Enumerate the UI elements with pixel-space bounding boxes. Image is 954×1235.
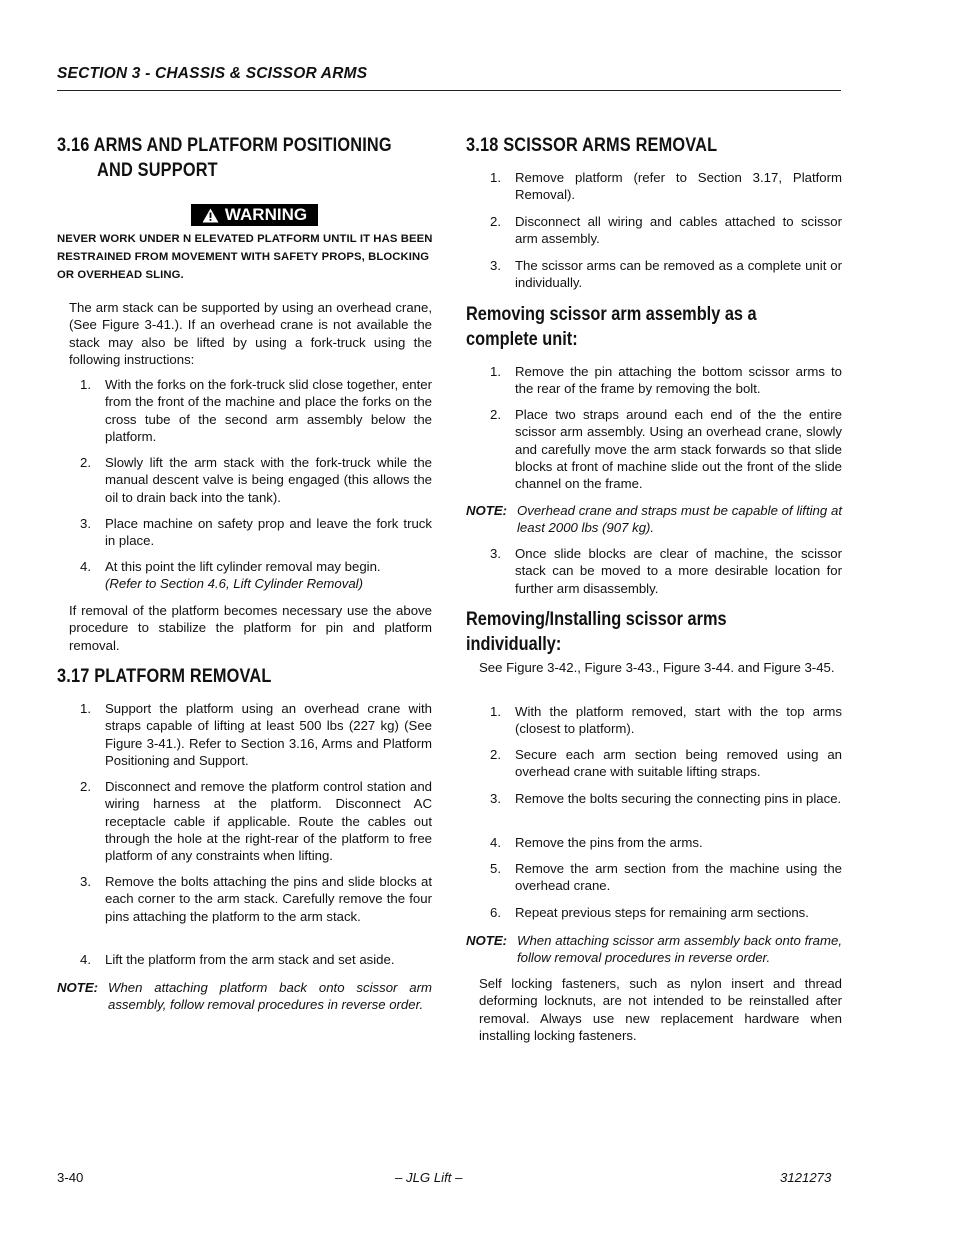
step-text: Remove the pin attaching the bottom scissor arms to the rear of the frame by removing the bolt. bbox=[515, 364, 842, 397]
step-number: 4. bbox=[80, 559, 91, 574]
heading-3-16-line1: 3.16 ARMS AND PLATFORM POSITIONING bbox=[57, 135, 392, 156]
complete-step-1 bbox=[490, 363, 842, 398]
s317-step-4 bbox=[80, 951, 432, 969]
note-label: NOTE: bbox=[57, 980, 99, 995]
step-number: 1. bbox=[490, 704, 501, 719]
s316-step-2 bbox=[80, 454, 432, 506]
step-number: 1. bbox=[80, 701, 91, 716]
individual-step-4 bbox=[490, 834, 842, 852]
step-text: Remove the pins from the arms. bbox=[515, 835, 703, 850]
step-text: Lift the platform from the arm stack and set aside. bbox=[105, 952, 395, 967]
step-number: 3. bbox=[80, 516, 91, 531]
step-text: Remove the arm section from the machine using the overhead crane. bbox=[515, 861, 842, 894]
individual-step-1 bbox=[490, 703, 842, 738]
individual-intro: See Figure 3-42., Figure 3-43., Figure 3-44. and Figure 3-45. bbox=[479, 660, 835, 675]
individual-step-2 bbox=[490, 746, 842, 781]
note-text: Overhead crane and straps must be capable of lifting at least 2000 lbs (907 kg). bbox=[517, 503, 842, 536]
step-text: Slowly lift the arm stack with the fork-truck while the manual descent valve is being engaged (this allows the oil to drain back into the tank). bbox=[105, 455, 432, 505]
s317-step-1 bbox=[80, 700, 432, 770]
step-number: 4. bbox=[80, 952, 91, 967]
complete-note bbox=[466, 502, 842, 538]
step-number: 5. bbox=[490, 861, 501, 876]
heading-3-18: 3.18 SCISSOR ARMS REMOVAL bbox=[466, 135, 718, 156]
individual-note bbox=[466, 932, 842, 968]
step-number: 3. bbox=[490, 791, 501, 806]
s318-step-1 bbox=[490, 169, 842, 204]
step-number: 3. bbox=[80, 874, 91, 889]
step-text: The scissor arms can be removed as a complete unit or individually. bbox=[515, 258, 842, 291]
step-text: Disconnect and remove the platform control station and wiring harness at the platform. Disconnect AC receptacle cable if applicable. Route the cables out through the hole at the right-rear of the platform to free platform of any constraints when lifting. bbox=[105, 779, 432, 864]
footer-page-number: 3-40 bbox=[57, 1170, 84, 1185]
heading-3-16-line2: AND SUPPORT bbox=[97, 160, 218, 181]
note-text: When attaching platform back onto scissor arm assembly, follow removal procedures in reverse order. bbox=[108, 980, 432, 1013]
step-text: Repeat previous steps for remaining arm sections. bbox=[515, 905, 809, 920]
s316-step-1 bbox=[80, 376, 432, 446]
s317-step-2 bbox=[80, 778, 432, 866]
complete-step-3 bbox=[490, 545, 842, 597]
s316-closing: If removal of the platform becomes necessary use the above procedure to stabilize the platform for pin and platform removal. bbox=[69, 603, 432, 653]
step-text: Once slide blocks are clear of machine, the scissor stack can be moved to a more desirable location for further arm disassembly. bbox=[515, 546, 842, 596]
footer-center: – JLG Lift – bbox=[395, 1170, 463, 1185]
individual-closing: Self locking fasteners, such as nylon insert and thread deforming locknuts, are not intended to be reinstalled after removal. Always use new replacement hardware when installing locking fasteners. bbox=[479, 976, 842, 1043]
step-text: With the forks on the fork-truck slid close together, enter from the front of the machine and place the forks on the cross tube of the second arm assembly below the platform. bbox=[105, 377, 432, 444]
step-number: 3. bbox=[490, 258, 501, 273]
individual-step-6 bbox=[490, 904, 842, 922]
warning-banner bbox=[191, 204, 318, 226]
s316-step-4 bbox=[80, 558, 432, 593]
step-text: Support the platform using an overhead crane with straps capable of lifting at least 500 lbs (227 kg) (See Figure 3-41.). Refer to Section 3.16, Arms and Platform Positioning and Support. bbox=[105, 701, 432, 768]
step-text: Remove the bolts securing the connecting pins in place. bbox=[515, 791, 842, 806]
step-reference: (Refer to Section 4.6, Lift Cylinder Removal) bbox=[105, 576, 363, 592]
step-number: 2. bbox=[80, 779, 91, 794]
warning-text: NEVER WORK UNDER N ELEVATED PLATFORM UNTIL IT HAS BEEN RESTRAINED FROM MOVEMENT WITH SAFETY PROPS, BLOCKING OR OVERHEAD SLING. bbox=[57, 233, 433, 281]
note-text: When attaching scissor arm assembly back onto frame, follow removal procedures in reverse order. bbox=[517, 933, 842, 966]
step-text: Remove platform (refer to Section 3.17, Platform Removal). bbox=[515, 170, 842, 203]
step-text: Place machine on safety prop and leave the fork truck in place. bbox=[105, 516, 432, 549]
warning-label: WARNING bbox=[224, 205, 308, 224]
step-text: Place two straps around each end of the the entire scissor arm assembly. Using an overhead crane, slowly and carefully move the arm stack forwards so that slide blocks at front of machine slide out the front of the slide channel on the frame. bbox=[515, 407, 842, 492]
heading-complete-unit-line1: Removing scissor arm assembly as a bbox=[466, 304, 757, 325]
s317-note bbox=[57, 979, 432, 1033]
s318-step-2 bbox=[490, 213, 842, 248]
header-rule bbox=[57, 90, 841, 91]
note-label: NOTE: bbox=[466, 503, 508, 518]
step-text: Secure each arm section being removed using an overhead crane with suitable lifting straps. bbox=[515, 747, 842, 780]
s318-step-3 bbox=[490, 257, 842, 292]
footer-doc-number: 3121273 bbox=[780, 1170, 832, 1185]
step-number: 1. bbox=[490, 364, 501, 379]
step-number: 3. bbox=[490, 546, 501, 561]
step-text-main: At this point the lift cylinder removal may begin. bbox=[105, 559, 381, 574]
step-number: 1. bbox=[490, 170, 501, 185]
heading-individually-line2: individually: bbox=[466, 634, 562, 655]
warning-triangle-icon bbox=[202, 208, 219, 223]
step-number: 2. bbox=[490, 747, 501, 762]
step-text: Disconnect all wiring and cables attached to scissor arm assembly. bbox=[515, 214, 842, 247]
step-number: 6. bbox=[490, 905, 501, 920]
step-number: 4. bbox=[490, 835, 501, 850]
complete-step-2 bbox=[490, 406, 842, 494]
s316-intro: The arm stack can be supported by using an overhead crane,(See Figure 3-41.). If an overhead crane is not available the stack may also be lifted by using a fork-truck using the following instructions: bbox=[69, 300, 432, 367]
step-number: 2. bbox=[80, 455, 91, 470]
heading-complete-unit-line2: complete unit: bbox=[466, 329, 578, 350]
note-label: NOTE: bbox=[466, 933, 508, 948]
section-header: SECTION 3 - CHASSIS & SCISSOR ARMS bbox=[57, 65, 368, 82]
step-number: 2. bbox=[490, 407, 501, 422]
step-number: 1. bbox=[80, 377, 91, 392]
s317-step-3 bbox=[80, 873, 432, 943]
step-text bbox=[105, 558, 432, 593]
heading-individually-line1: Removing/Installing scissor arms bbox=[466, 609, 727, 630]
step-text: Remove the bolts attaching the pins and slide blocks at each corner to the arm stack. Carefully remove the four pins attaching the platform to the arm stack. bbox=[105, 874, 432, 924]
step-number: 2. bbox=[490, 214, 501, 229]
s316-step-3 bbox=[80, 515, 432, 550]
individual-step-3 bbox=[490, 790, 842, 825]
heading-3-17: 3.17 PLATFORM REMOVAL bbox=[57, 666, 272, 687]
step-text: With the platform removed, start with the top arms (closest to platform). bbox=[515, 704, 842, 737]
individual-step-5 bbox=[490, 860, 842, 895]
